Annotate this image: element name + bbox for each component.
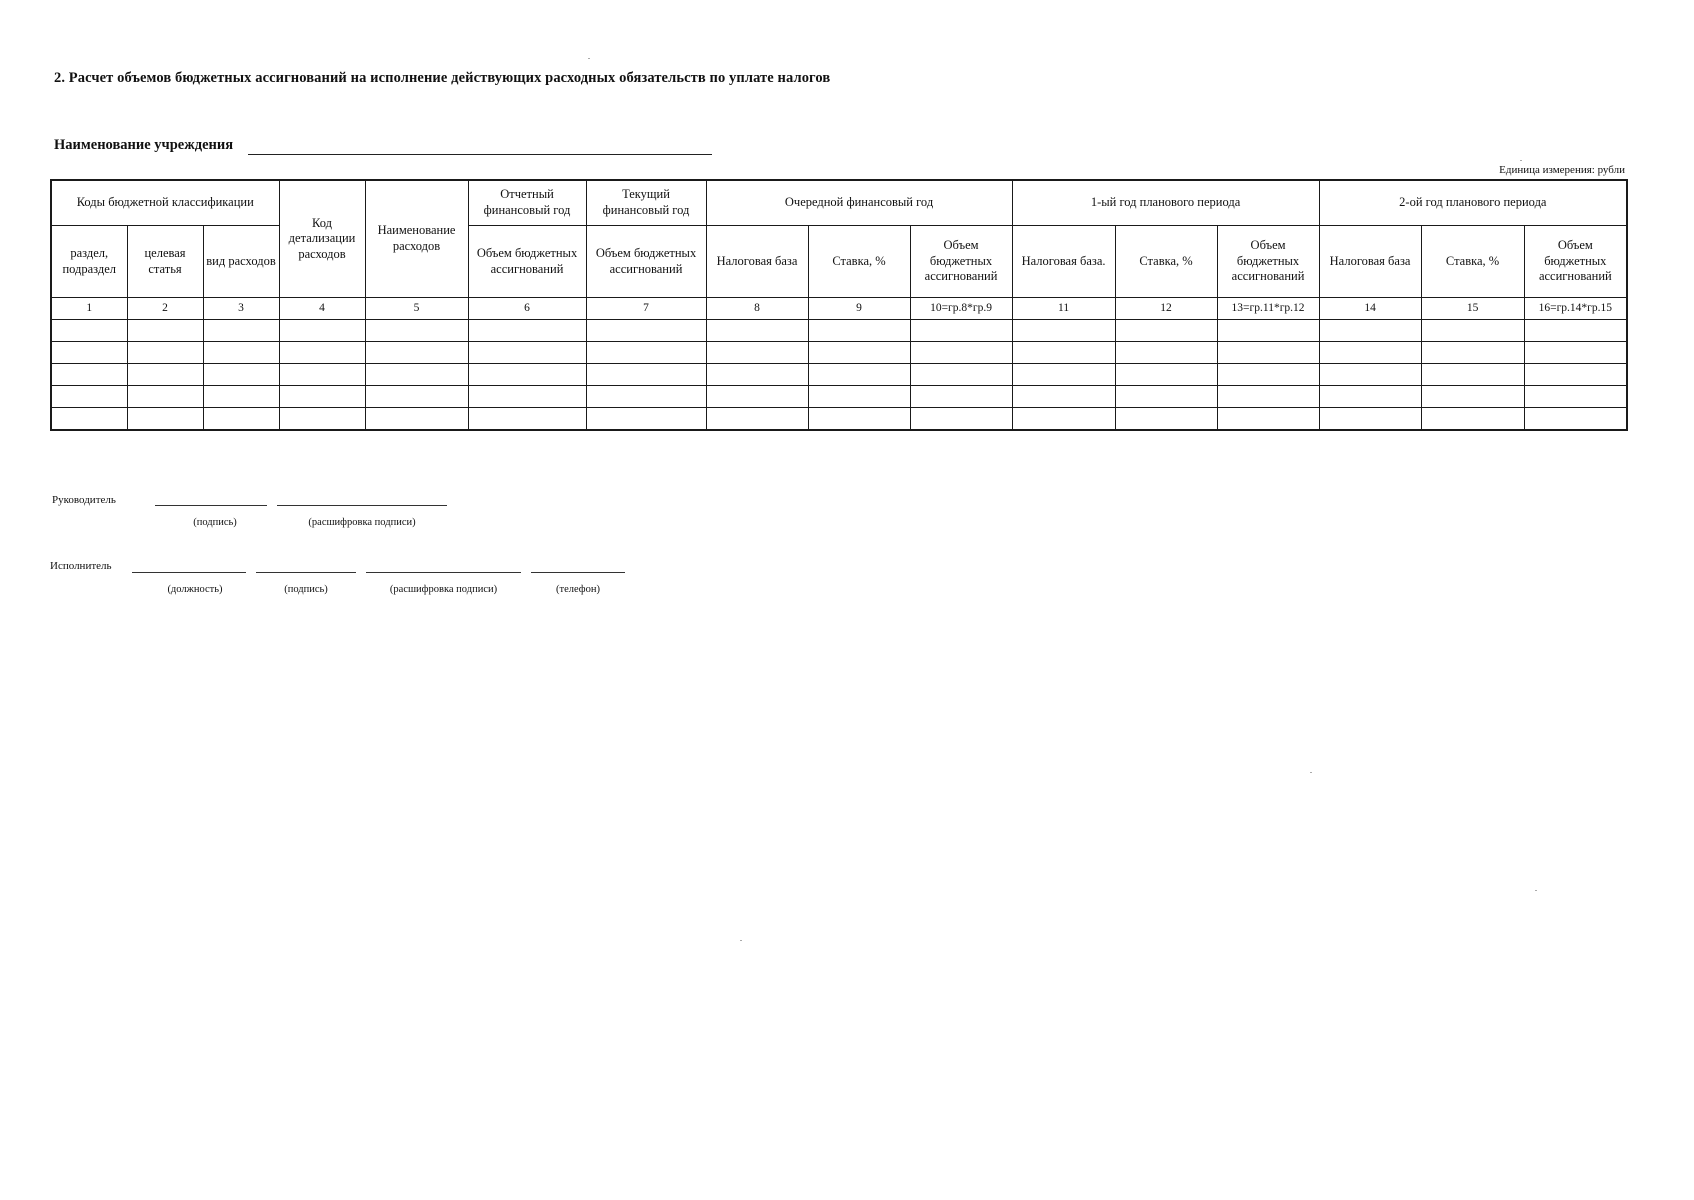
table-cell[interactable] <box>468 386 586 408</box>
table-cell[interactable] <box>127 386 203 408</box>
table-cell[interactable] <box>910 364 1012 386</box>
table-cell[interactable] <box>808 320 910 342</box>
table-cell[interactable] <box>1421 364 1524 386</box>
tax-calculation-table <box>50 179 1628 431</box>
table-cell[interactable] <box>1421 408 1524 431</box>
table-cell[interactable] <box>1319 408 1421 431</box>
table-cell[interactable] <box>706 364 808 386</box>
column-number: 9 <box>808 298 910 320</box>
subheader-rate-p2: Ставка, % <box>1421 226 1524 298</box>
table-cell[interactable] <box>1524 320 1627 342</box>
table-row <box>51 320 1627 342</box>
table-cell[interactable] <box>1217 386 1319 408</box>
table-cell[interactable] <box>127 320 203 342</box>
table-cell[interactable] <box>706 342 808 364</box>
table-cell[interactable] <box>910 342 1012 364</box>
table-cell[interactable] <box>365 386 468 408</box>
exec-phone-field[interactable] <box>531 572 625 573</box>
column-number: 16=гр.14*гр.15 <box>1524 298 1627 320</box>
table-cell[interactable] <box>706 320 808 342</box>
subheader-section: раздел, подраздел <box>51 226 127 298</box>
blank-rows <box>51 320 1627 431</box>
column-number: 8 <box>706 298 808 320</box>
exec-caption-position: (должность) <box>167 584 223 595</box>
table-cell[interactable] <box>808 408 910 431</box>
column-number: 11 <box>1012 298 1115 320</box>
exec-signature-decode-field[interactable] <box>366 572 521 573</box>
table-row <box>51 408 1627 431</box>
table-cell[interactable] <box>127 342 203 364</box>
subheader-rate-next: Ставка, % <box>808 226 910 298</box>
column-number: 15 <box>1421 298 1524 320</box>
head-caption-sign: (подпись) <box>193 517 237 528</box>
table-cell[interactable] <box>808 386 910 408</box>
header-next-year: Очередной финансовый год <box>706 180 1012 226</box>
table-cell[interactable] <box>1524 342 1627 364</box>
table-cell[interactable] <box>1012 408 1115 431</box>
column-number: 14 <box>1319 298 1421 320</box>
header-current-year: Текущий финансовый год <box>586 180 706 226</box>
column-number: 2 <box>127 298 203 320</box>
table-cell[interactable] <box>468 364 586 386</box>
table-cell[interactable] <box>279 408 365 431</box>
table-cell[interactable] <box>1319 364 1421 386</box>
table-cell[interactable] <box>1524 364 1627 386</box>
table-cell[interactable] <box>51 364 127 386</box>
column-number: 3 <box>203 298 279 320</box>
table-cell[interactable] <box>1115 320 1217 342</box>
table-cell[interactable] <box>468 320 586 342</box>
subheader-volume-next: Объем бюджетных ассигнований <box>910 226 1012 298</box>
table-cell[interactable] <box>1012 320 1115 342</box>
table-row <box>51 386 1627 408</box>
column-number: 12 <box>1115 298 1217 320</box>
header-budget-codes: Коды бюджетной классификации <box>51 180 279 226</box>
column-number-row <box>51 298 1627 320</box>
table-cell[interactable] <box>203 386 279 408</box>
table-cell[interactable] <box>706 386 808 408</box>
table-cell[interactable] <box>1319 342 1421 364</box>
table-cell[interactable] <box>1217 364 1319 386</box>
table-cell[interactable] <box>1115 386 1217 408</box>
exec-caption-decode: (расшифровка подписи) <box>389 584 498 595</box>
exec-caption-phone: (телефон) <box>556 584 600 595</box>
unit-label: Единица измерения: рубли <box>1499 164 1625 176</box>
head-signature-decode-field[interactable] <box>277 505 447 506</box>
table-cell[interactable] <box>1115 364 1217 386</box>
table-cell[interactable] <box>1421 386 1524 408</box>
exec-caption-sign: (подпись) <box>284 584 328 595</box>
table-cell[interactable] <box>468 342 586 364</box>
table-cell[interactable] <box>51 408 127 431</box>
table-cell[interactable] <box>1012 364 1115 386</box>
table-cell[interactable] <box>51 386 127 408</box>
table-cell[interactable] <box>365 408 468 431</box>
table-cell[interactable] <box>365 364 468 386</box>
table-cell[interactable] <box>1524 408 1627 431</box>
column-number: 4 <box>279 298 365 320</box>
scan-speck <box>588 58 590 59</box>
column-number: 5 <box>365 298 468 320</box>
header-plan-year-1: 1-ый год планового периода <box>1012 180 1319 226</box>
scan-speck <box>1535 890 1537 891</box>
subheader-base-p2: Налоговая база <box>1319 226 1421 298</box>
table-cell[interactable] <box>279 364 365 386</box>
header-report-year: Отчетный финансовый год <box>468 180 586 226</box>
column-number: 13=гр.11*гр.12 <box>1217 298 1319 320</box>
table-cell[interactable] <box>808 342 910 364</box>
table-cell[interactable] <box>1012 342 1115 364</box>
table-cell[interactable] <box>127 408 203 431</box>
exec-position-field[interactable] <box>132 572 246 573</box>
subheader-rate-p1: Ставка, % <box>1115 226 1217 298</box>
document-title: 2. Расчет объемов бюджетных ассигнований на исполнение действующих расходных обязательств по уплате налогов <box>54 70 831 86</box>
table-cell[interactable] <box>586 364 706 386</box>
header-detail-code: Код детализации расходов <box>279 180 365 298</box>
subheader-kind: вид расходов <box>203 226 279 298</box>
column-number: 7 <box>586 298 706 320</box>
header-plan-year-2: 2-ой год планового периода <box>1319 180 1627 226</box>
table-cell[interactable] <box>1319 386 1421 408</box>
table-cell[interactable] <box>1012 386 1115 408</box>
table-cell[interactable] <box>1115 342 1217 364</box>
head-signature-field[interactable] <box>155 505 267 506</box>
table-cell[interactable] <box>51 320 127 342</box>
table-cell[interactable] <box>468 408 586 431</box>
table-cell[interactable] <box>203 364 279 386</box>
table-row <box>51 364 1627 386</box>
table-cell[interactable] <box>203 320 279 342</box>
scan-speck <box>1520 160 1522 161</box>
institution-name-field[interactable] <box>248 154 712 155</box>
table-cell[interactable] <box>1421 320 1524 342</box>
table-row <box>51 342 1627 364</box>
table-cell[interactable] <box>910 408 1012 431</box>
column-number: 1 <box>51 298 127 320</box>
head-label: Руководитель <box>52 494 116 506</box>
table-cell[interactable] <box>203 342 279 364</box>
scan-speck <box>1310 772 1312 773</box>
subheader-volume-p1: Объем бюджетных ассигнований <box>1217 226 1319 298</box>
table-cell[interactable] <box>365 320 468 342</box>
table-cell[interactable] <box>203 408 279 431</box>
table-cell[interactable] <box>586 342 706 364</box>
header-expense-name: Наименование расходов <box>365 180 468 298</box>
table-cell[interactable] <box>365 342 468 364</box>
subheader-base-p1: Налоговая база. <box>1012 226 1115 298</box>
table-cell[interactable] <box>1217 320 1319 342</box>
table-cell[interactable] <box>1319 320 1421 342</box>
subheader-target: целевая статья <box>127 226 203 298</box>
table-cell[interactable] <box>1115 408 1217 431</box>
column-number: 6 <box>468 298 586 320</box>
table-cell[interactable] <box>279 320 365 342</box>
table-cell[interactable] <box>1421 342 1524 364</box>
column-number: 10=гр.8*гр.9 <box>910 298 1012 320</box>
table-cell[interactable] <box>586 386 706 408</box>
scan-speck <box>740 940 742 941</box>
header-row-groups <box>51 180 1627 226</box>
table-cell[interactable] <box>279 386 365 408</box>
subheader-base-next: Налоговая база <box>706 226 808 298</box>
table-cell[interactable] <box>279 342 365 364</box>
table-cell[interactable] <box>1524 386 1627 408</box>
head-caption-decode: (расшифровка подписи) <box>308 517 416 528</box>
table-cell[interactable] <box>586 320 706 342</box>
executor-label: Исполнитель <box>50 560 112 572</box>
table-cell[interactable] <box>51 342 127 364</box>
table-cell[interactable] <box>127 364 203 386</box>
subheader-volume-report: Объем бюджетных ассигнований <box>468 226 586 298</box>
table-cell[interactable] <box>808 364 910 386</box>
institution-label: Наименование учреждения <box>54 137 234 153</box>
table-cell[interactable] <box>1217 408 1319 431</box>
subheader-volume-current: Объем бюджетных ассигнований <box>586 226 706 298</box>
table-cell[interactable] <box>910 386 1012 408</box>
table-cell[interactable] <box>586 408 706 431</box>
subheader-volume-p2: Объем бюджетных ассигнований <box>1524 226 1627 298</box>
table-cell[interactable] <box>1217 342 1319 364</box>
exec-signature-field[interactable] <box>256 572 356 573</box>
table-cell[interactable] <box>910 320 1012 342</box>
table-cell[interactable] <box>706 408 808 431</box>
